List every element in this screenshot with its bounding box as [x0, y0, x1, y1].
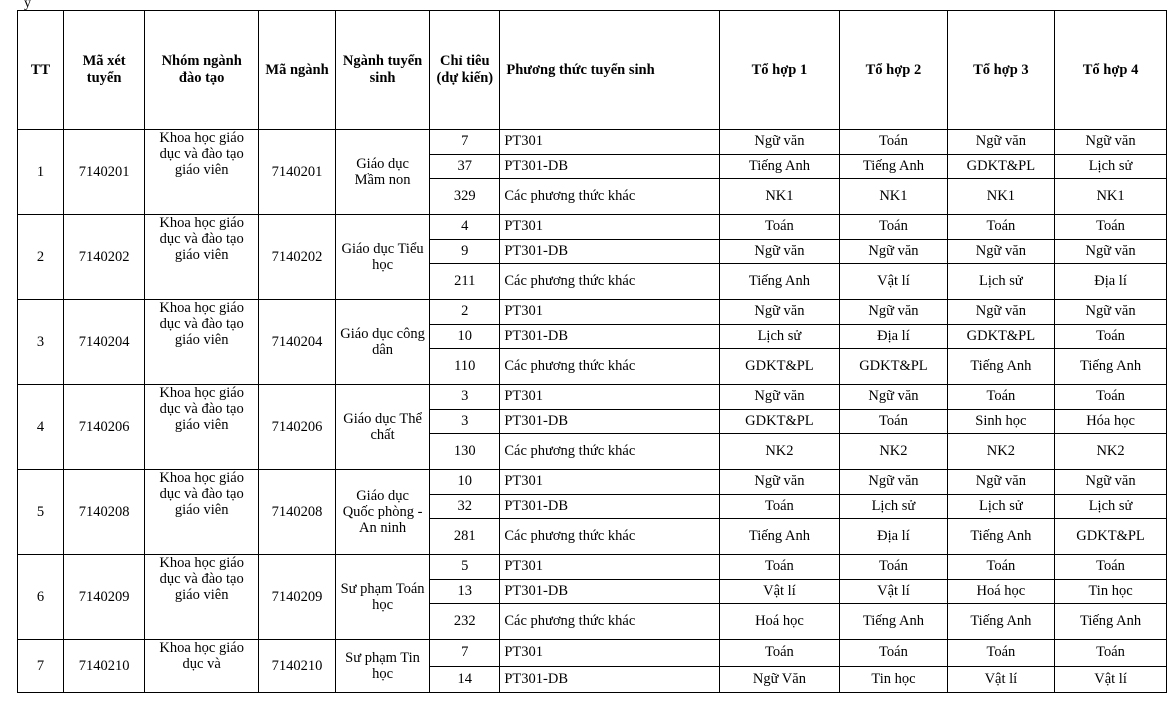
row-ma-nganh: 7140206 — [259, 385, 336, 470]
cell-to-hop-4: Toán — [1055, 385, 1167, 410]
cell-phuong-thuc: Các phương thức khác — [500, 349, 719, 385]
cell-to-hop-2: Vật lí — [840, 579, 947, 604]
cell-to-hop-2: NK2 — [840, 434, 947, 470]
row-nhom-nganh — [145, 555, 259, 640]
cell-phuong-thuc: PT301-DB — [500, 494, 719, 519]
cell-to-hop-3: Tiếng Anh — [947, 604, 1054, 640]
row-tt: 3 — [18, 300, 64, 385]
nhom-nganh-text: Khoa học giáo dục và đào tạo giáo viên — [159, 470, 244, 518]
admission-table — [17, 10, 1167, 693]
cell-to-hop-4: NK1 — [1055, 179, 1167, 215]
nhom-nganh-text: Khoa học giáo dục và đào tạo giáo viên — [159, 300, 244, 348]
cell-to-hop-1: Toán — [719, 494, 840, 519]
cell-to-hop-3: Lịch sử — [947, 264, 1054, 300]
cell-to-hop-1: GDKT&PL — [719, 349, 840, 385]
row-ma-xet-tuyen: 7140208 — [64, 470, 145, 555]
row-tt: 7 — [18, 640, 64, 693]
cell-chi-tieu: 3 — [430, 409, 500, 434]
header-chi-tieu: Chỉ tiêu (dự kiến) — [430, 11, 500, 130]
cell-to-hop-1: Ngữ văn — [719, 300, 840, 325]
cell-to-hop-2: Toán — [840, 640, 947, 667]
header-to-hop-4: Tổ hợp 4 — [1055, 11, 1167, 130]
cell-to-hop-3: Tiếng Anh — [947, 519, 1054, 555]
cell-to-hop-4: Toán — [1055, 555, 1167, 580]
cell-to-hop-2: NK1 — [840, 179, 947, 215]
cell-to-hop-3: Ngữ văn — [947, 130, 1054, 155]
cell-phuong-thuc: PT301-DB — [500, 579, 719, 604]
cell-to-hop-4: GDKT&PL — [1055, 519, 1167, 555]
cell-phuong-thuc: PT301-DB — [500, 239, 719, 264]
cell-to-hop-3: NK1 — [947, 179, 1054, 215]
cell-to-hop-2: GDKT&PL — [840, 349, 947, 385]
cell-to-hop-3: Toán — [947, 385, 1054, 410]
cell-to-hop-1: Ngữ văn — [719, 470, 840, 495]
nhom-nganh-text: Khoa học giáo dục và đào tạo giáo viên — [159, 555, 244, 603]
cell-to-hop-3: GDKT&PL — [947, 324, 1054, 349]
cell-chi-tieu: 211 — [430, 264, 500, 300]
row-ma-nganh: 7140201 — [259, 130, 336, 215]
row-nhom-nganh — [145, 640, 259, 693]
cell-to-hop-1: GDKT&PL — [719, 409, 840, 434]
row-ma-xet-tuyen: 7140206 — [64, 385, 145, 470]
cell-to-hop-1: Tiếng Anh — [719, 154, 840, 179]
header-to-hop-1: Tổ hợp 1 — [719, 11, 840, 130]
cell-to-hop-4: NK2 — [1055, 434, 1167, 470]
row-nhom-nganh — [145, 215, 259, 300]
cell-chi-tieu: 9 — [430, 239, 500, 264]
cell-to-hop-1: Toán — [719, 555, 840, 580]
cell-to-hop-3: Toán — [947, 555, 1054, 580]
row-ma-nganh: 7140202 — [259, 215, 336, 300]
cell-to-hop-1: Vật lí — [719, 579, 840, 604]
nganh-text: Giáo dục Quốc phòng - An ninh — [342, 488, 423, 536]
cell-to-hop-3: NK2 — [947, 434, 1054, 470]
table-row — [18, 130, 1167, 155]
cell-to-hop-1: Hoá học — [719, 604, 840, 640]
nhom-nganh-text: Khoa học giáo dục và — [159, 640, 244, 672]
cell-to-hop-3: Hoá học — [947, 579, 1054, 604]
row-ma-nganh: 7140210 — [259, 640, 336, 693]
row-nganh — [335, 470, 429, 555]
cell-phuong-thuc: Các phương thức khác — [500, 434, 719, 470]
cell-chi-tieu: 10 — [430, 324, 500, 349]
cell-to-hop-1: Ngữ văn — [719, 130, 840, 155]
cell-to-hop-4: Ngữ văn — [1055, 470, 1167, 495]
nganh-text: Giáo dục Tiểu học — [341, 241, 424, 273]
cell-to-hop-2: Địa lí — [840, 519, 947, 555]
row-nganh — [335, 215, 429, 300]
cell-to-hop-2: Ngữ văn — [840, 470, 947, 495]
cell-to-hop-2: Tiếng Anh — [840, 604, 947, 640]
cell-phuong-thuc: Các phương thức khác — [500, 519, 719, 555]
nganh-text: Giáo dục công dân — [340, 326, 425, 358]
cell-phuong-thuc: PT301 — [500, 215, 719, 240]
nhom-nganh-text: Khoa học giáo dục và đào tạo giáo viên — [159, 130, 244, 178]
row-nganh — [335, 555, 429, 640]
cell-to-hop-2: Vật lí — [840, 264, 947, 300]
cell-to-hop-4: Tiếng Anh — [1055, 604, 1167, 640]
cell-to-hop-3: Lịch sử — [947, 494, 1054, 519]
cell-to-hop-1: Ngữ văn — [719, 385, 840, 410]
cell-chi-tieu: 110 — [430, 349, 500, 385]
cell-phuong-thuc: Các phương thức khác — [500, 604, 719, 640]
row-ma-xet-tuyen: 7140201 — [64, 130, 145, 215]
header-ma-nganh: Mã ngành — [259, 11, 336, 130]
header-nganh: Ngành tuyển sinh — [335, 11, 429, 130]
row-ma-xet-tuyen: 7140209 — [64, 555, 145, 640]
cell-chi-tieu: 7 — [430, 130, 500, 155]
cell-to-hop-3: Tiếng Anh — [947, 349, 1054, 385]
cell-to-hop-2: Địa lí — [840, 324, 947, 349]
cell-chi-tieu: 4 — [430, 215, 500, 240]
row-tt: 4 — [18, 385, 64, 470]
cell-to-hop-1: Toán — [719, 215, 840, 240]
cell-to-hop-2: Toán — [840, 409, 947, 434]
cell-to-hop-2: Toán — [840, 130, 947, 155]
cell-to-hop-4: Tiếng Anh — [1055, 349, 1167, 385]
row-ma-nganh: 7140209 — [259, 555, 336, 640]
row-ma-xet-tuyen: 7140202 — [64, 215, 145, 300]
cell-to-hop-2: Toán — [840, 215, 947, 240]
row-nhom-nganh — [145, 130, 259, 215]
cell-phuong-thuc: PT301 — [500, 640, 719, 667]
nganh-text: Sư phạm Tin học — [345, 650, 420, 682]
row-ma-xet-tuyen: 7140210 — [64, 640, 145, 693]
cell-to-hop-1: Lịch sử — [719, 324, 840, 349]
cell-phuong-thuc: PT301-DB — [500, 666, 719, 693]
cell-to-hop-2: Toán — [840, 555, 947, 580]
cell-to-hop-3: Ngữ văn — [947, 239, 1054, 264]
page-corner-text: y — [24, 0, 31, 11]
nhom-nganh-text: Khoa học giáo dục và đào tạo giáo viên — [159, 385, 244, 433]
cell-phuong-thuc: PT301 — [500, 555, 719, 580]
cell-to-hop-1: Toán — [719, 640, 840, 667]
header-to-hop-3: Tổ hợp 3 — [947, 11, 1054, 130]
cell-chi-tieu: 329 — [430, 179, 500, 215]
cell-to-hop-4: Toán — [1055, 640, 1167, 667]
cell-phuong-thuc: Các phương thức khác — [500, 264, 719, 300]
row-nhom-nganh — [145, 300, 259, 385]
cell-chi-tieu: 13 — [430, 579, 500, 604]
cell-chi-tieu: 130 — [430, 434, 500, 470]
cell-chi-tieu: 7 — [430, 640, 500, 667]
nganh-text: Giáo dục Mầm non — [354, 156, 411, 188]
cell-phuong-thuc: PT301 — [500, 385, 719, 410]
table-row — [18, 640, 1167, 667]
cell-chi-tieu: 232 — [430, 604, 500, 640]
header-ma-xet-tuyen: Mã xét tuyển — [64, 11, 145, 130]
table-row — [18, 385, 1167, 410]
cell-to-hop-3: Toán — [947, 215, 1054, 240]
header-nhom-nganh: Nhóm ngành đào tạo — [145, 11, 259, 130]
header-phuong-thuc: Phương thức tuyển sinh — [500, 11, 719, 130]
row-nhom-nganh — [145, 385, 259, 470]
cell-to-hop-1: NK1 — [719, 179, 840, 215]
table-row — [18, 215, 1167, 240]
cell-chi-tieu: 14 — [430, 666, 500, 693]
cell-to-hop-1: Ngữ Văn — [719, 666, 840, 693]
cell-to-hop-4: Ngữ văn — [1055, 239, 1167, 264]
cell-to-hop-2: Tin học — [840, 666, 947, 693]
cell-to-hop-1: Tiếng Anh — [719, 519, 840, 555]
cell-to-hop-1: Ngữ văn — [719, 239, 840, 264]
row-tt: 2 — [18, 215, 64, 300]
table-row — [18, 470, 1167, 495]
cell-chi-tieu: 32 — [430, 494, 500, 519]
nhom-nganh-text: Khoa học giáo dục và đào tạo giáo viên — [159, 215, 244, 263]
nganh-text: Giáo dục Thể chất — [343, 411, 422, 443]
cell-phuong-thuc: PT301 — [500, 300, 719, 325]
row-tt: 6 — [18, 555, 64, 640]
cell-to-hop-2: Tiếng Anh — [840, 154, 947, 179]
cell-to-hop-1: Tiếng Anh — [719, 264, 840, 300]
row-ma-nganh: 7140204 — [259, 300, 336, 385]
cell-to-hop-4: Tin học — [1055, 579, 1167, 604]
header-to-hop-2: Tổ hợp 2 — [840, 11, 947, 130]
cell-to-hop-2: Ngữ văn — [840, 385, 947, 410]
cell-to-hop-3: Vật lí — [947, 666, 1054, 693]
cell-to-hop-3: Ngữ văn — [947, 300, 1054, 325]
table-row — [18, 300, 1167, 325]
row-nganh — [335, 385, 429, 470]
cell-chi-tieu: 37 — [430, 154, 500, 179]
cell-to-hop-4: Lịch sử — [1055, 494, 1167, 519]
row-ma-nganh: 7140208 — [259, 470, 336, 555]
cell-chi-tieu: 10 — [430, 470, 500, 495]
cell-to-hop-4: Hóa học — [1055, 409, 1167, 434]
cell-to-hop-2: Ngữ văn — [840, 239, 947, 264]
header-tt: TT — [18, 11, 64, 130]
cell-to-hop-2: Lịch sử — [840, 494, 947, 519]
cell-to-hop-4: Ngữ văn — [1055, 300, 1167, 325]
row-nganh — [335, 640, 429, 693]
cell-phuong-thuc: PT301-DB — [500, 324, 719, 349]
row-nganh — [335, 130, 429, 215]
cell-to-hop-4: Lịch sử — [1055, 154, 1167, 179]
nganh-text: Sư phạm Toán học — [340, 581, 425, 613]
cell-to-hop-4: Toán — [1055, 324, 1167, 349]
cell-to-hop-3: Sinh học — [947, 409, 1054, 434]
cell-chi-tieu: 281 — [430, 519, 500, 555]
cell-phuong-thuc: PT301-DB — [500, 409, 719, 434]
row-ma-xet-tuyen: 7140204 — [64, 300, 145, 385]
cell-to-hop-3: Toán — [947, 640, 1054, 667]
row-tt: 5 — [18, 470, 64, 555]
cell-phuong-thuc: PT301 — [500, 470, 719, 495]
cell-chi-tieu: 2 — [430, 300, 500, 325]
row-nganh — [335, 300, 429, 385]
row-nhom-nganh — [145, 470, 259, 555]
cell-to-hop-3: GDKT&PL — [947, 154, 1054, 179]
cell-chi-tieu: 5 — [430, 555, 500, 580]
cell-to-hop-4: Toán — [1055, 215, 1167, 240]
cell-phuong-thuc: PT301-DB — [500, 154, 719, 179]
cell-to-hop-3: Ngữ văn — [947, 470, 1054, 495]
table-row — [18, 555, 1167, 580]
cell-to-hop-4: Ngữ văn — [1055, 130, 1167, 155]
cell-phuong-thuc: Các phương thức khác — [500, 179, 719, 215]
cell-to-hop-4: Địa lí — [1055, 264, 1167, 300]
row-tt: 1 — [18, 130, 64, 215]
table-header-row — [18, 11, 1167, 130]
cell-to-hop-2: Ngữ văn — [840, 300, 947, 325]
cell-chi-tieu: 3 — [430, 385, 500, 410]
cell-to-hop-1: NK2 — [719, 434, 840, 470]
cell-phuong-thuc: PT301 — [500, 130, 719, 155]
cell-to-hop-4: Vật lí — [1055, 666, 1167, 693]
